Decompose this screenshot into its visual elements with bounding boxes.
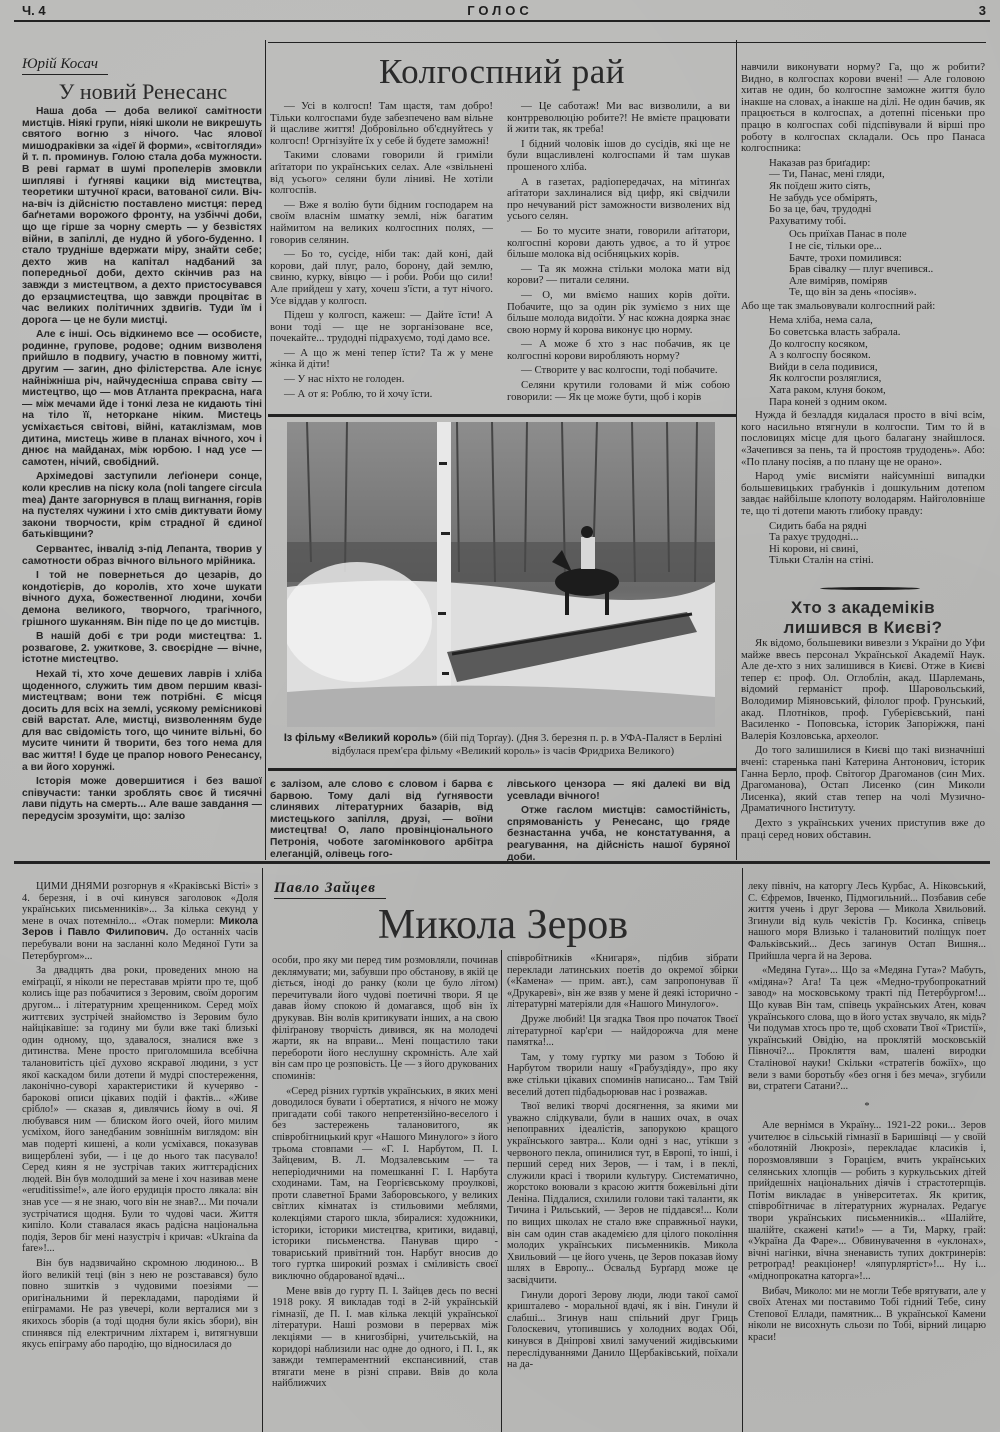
ornament-divider xyxy=(820,587,920,590)
paragraph: Архімедові заступили леґіонери сонце, коли креслив на піску кола (noli tangere circula mea) Данте загорнувся в плащ вигнання, горів на пустелях чужини і хто смів диктувати йому закони творчости, крім страдної й єдиної батьківщини? xyxy=(22,471,262,541)
column-divider xyxy=(262,868,263,1432)
article-title xyxy=(741,598,985,638)
article-column xyxy=(22,106,262,860)
paragraph-continued: Або ще так змальовували колгоспний рай: xyxy=(741,299,936,312)
column-divider xyxy=(736,40,737,860)
verse-line: Рахуватиму тобі. xyxy=(769,214,847,227)
paragraph: Сервантес, інвалід з-під Лепанта, творив у самотности образ вічного вільного мрійника. xyxy=(22,543,262,567)
paragraph: — Усі в колгосп! Там щастя, там добро! Тільки колгоспами буде забезпечено вам вільне й щасливе життя! Добровільно об'єднуйтесь у колгосп! Оргнізуйте їх у себе й будете заможні! xyxy=(270,101,493,147)
issue-number: Ч. 4 xyxy=(22,3,46,18)
paragraph: Він був надзвичайно скромною людиною... В його великій теці (він з нею не розставався) було повно зшитків з чудовими поезіями — оригінальними й перекладами, пародіями й епіграмами. Не раз увечері, коли верталися ми з якихось зборів (а тоді щодня були якісь збори), він спинявся під електричним ліхтарем і, витягнувши якусь епіграму або пародію, що відносилася до xyxy=(22,1258,258,1351)
verse-line: Не забудь усе обмірять, xyxy=(769,191,878,204)
verse-line: Бо за це, бач, трудодні xyxy=(769,203,872,216)
paragraph: — Це саботаж! Ми вас визволили, а ви контрреволюцію робите?! Не вмієте працювати й жити так, як треба! xyxy=(507,101,730,136)
paragraph: — Вже я волію бути бідним господарем на своїм власнім шматку землі, ніж багатим наймитом на великих колгоспних полях, — говорив селянин. xyxy=(270,198,493,246)
photo-bottom-rule xyxy=(268,768,736,771)
article-title: Микола Зеров xyxy=(377,902,629,948)
paragraph: — А от я: Роблю, то й хочу їсти. xyxy=(284,387,433,400)
caption-film-title: Із фільму «Великий король» xyxy=(283,732,438,744)
paragraph: «Серед різних гуртків українських, в яких мені доводилося бувати і обертатися, я нічого не можу пригадати собі такого непретензійно-веселого і без застережень талановитого, як співробітницький круг «Нашого Минулого» з його трьома стовпами — «Г. І. Нарбутом, П. І. Зайцевим, В. Л. Модзалевським — та неперіодичними на помешканні Г. І. Нарбута сходинами. Там, на Георгієвському проулкові, проти славетної Брами Заборовського, у великих світлих кімнатах із стильовими меблями, колекціями старого шкла, збиралися: художники, історики, історики мистецтва, критики, видавці, історики письменства. Панував щиро - товариський привітний тон. Нарбут вносив до того гуртка широкий розмах і сміливість своєї виключно обдарованої вдачі... xyxy=(272,1085,498,1283)
verse-stanza xyxy=(741,315,985,408)
article-author: Павло Зайцев xyxy=(274,880,386,899)
verse-line: А з колгоспу босяком. xyxy=(769,349,871,362)
verse-line: Але виміряв, поміряв xyxy=(789,274,888,287)
paragraph: Нехай ті, хто хоче дешевих лаврів і хліба щоденного, служить тим двом першим квазі-мистецтвам; вони теж потрібні. Є місця досить для всіх на землі, усякому ремісникові свій варстат. Але, мистці, визволенням буде для вас свідомість того, що чините вільні, бо мусите чинити й творити, без того нема для вас життя! І буде це прапор нового Ренесансу, а ви його хорунжі. xyxy=(22,668,262,773)
paragraph: Нужда й безладдя кидалася просто в вічі всім, кого насильно втягнули в колгоспи. Тим то й в пословицях місце для цього балагану знайшлося. «Зачепився за пень, та й простояв трудодень». Або: «По плану посіяв, а по плану ще не орано». xyxy=(741,409,985,468)
newspaper-name: ГОЛОС xyxy=(467,3,533,18)
paragraph-continued: співробітників «Книгаря», підбив зібрати переклади латинських поетів до окремої збірки («Камена» — прим. авт.), сам запропонував її «Друкареві», він же взяв у мене й деякі історично - літературні матеріяли для «Нашого Минулого». xyxy=(507,953,738,1011)
article-column xyxy=(741,638,985,858)
article-author: Юрій Косач xyxy=(22,56,108,75)
top-rule xyxy=(268,42,986,43)
verse-line: Бачте, трохи помилився: xyxy=(789,251,902,264)
paragraph: Дехто з українських учених приступив вже до праці серед нових обставин. xyxy=(741,816,985,841)
paragraph: — У нас ніхто не голоден. xyxy=(284,373,405,386)
section-separator: * xyxy=(864,1100,870,1112)
paragraph: Але вернімся в Україну... 1921-22 роки... Зеров учителює в сільській гімназії в Баришівці — у своїй «болотяній Люкрозі», перекладає класиків і, порозмовлявши з Горацієм, вчить українських селянських хлопців — робить з куркульських дітей прийдешніх національних діячів і страстотерпців. Потім викладає в університетах. Як критик, співробітничає в літературних журналах. Редагує твори українських письменників... «Шалійте, шалійте, скажені кати!» — а Ти, Марку, грай: «Україна Да Фаре»... Обвинувачення в «уклонах», вічні нагінки, вічна зненависть тупих доктринерів: ретроґрад! реакціонер! «ляпурляртіст»!... Ну і... «міднопрокатна каторга»!... xyxy=(748,1120,986,1282)
verse-line: Брав сівалку — плуг вчепився.. xyxy=(789,263,934,276)
paragraph: Там, у тому гуртку ми разом з Тобою й Нарбутом творили нашу «Грабуздіяду», про яку вже стільки цікавих споминів написано... Там Твій веселий дотеп підбадьорював нас і розважав. xyxy=(507,1051,738,1098)
verse-line: Хата раком, клуня боком, xyxy=(769,384,886,397)
paragraph: Але є інші. Ось відкинемо все — особисте, родинне, групове, родове; одним визволеня прийшло в подвигу, участю в повному житті, другим — загин, дно філістерства. Але існує найніжніша річ, найчудесніша справа світу — мистецтво, що — мов Атланта прекрасна, нага — між мечами йде і тонкі леза не кидають тіні на тіло її, неторкане ніким. Мистець усміхається світові, війні, катаклізмам, мов дитина, мистець живе в планах вічного, хоч і днює на майданах, між юрбою. І над усе — самотен, нічий, свобідний. xyxy=(22,329,262,468)
article-title: У новий Ренесанс xyxy=(58,79,228,104)
paragraph: І той не повернеться до цезарів, до кондотієрів, до королів, хто хоче шукати вічного духа, божественної людини, хочби демона великого, творчого, трагічного, грішного шуканням. Він піде по це до мистців. xyxy=(22,570,262,628)
verse-line: Бо советська власть забрала. xyxy=(769,326,901,339)
page-number: 3 xyxy=(978,3,986,18)
paragraph xyxy=(22,881,258,962)
article-column-continued xyxy=(507,779,730,861)
paragraph: «Медяна Гута»... Що за «Медяна Гута»? Мабуть, «мідяна»? Ага! Та цеж «Медно-трубопрокатний завод» на московському тракті під Петербургом!... Що кував Він там, співець українських Атен, ковач українського слова, що в його устах звучало, як мідь? Чи подумав хтось про те, щоб сховати Твої «Тристії», український Овідію, на проклятій московській Півночі?... Прокляття вам, шалені виродки Сталінової науки! Скільки «стратегів божіїх», що вели з вами боротьбу «без огня і без меча», згубили ви, стратеги Сатани?... xyxy=(748,965,986,1093)
paragraph-continued: є залізом, але слово є словом і барва є барвою. Тому далі від ґугнявости слинявих літературних базарів, від мистецького запілля, друзі, — воїни мистецтва! О, лапо провінціонального Петронія, чоботе загомінкового арбітра елеганцій, олівець гого- xyxy=(270,779,493,860)
paragraph: — О, ми вміємо наших корів доїти. Побачите, що за один рік зуміємо з них ще більше молода видоїти. У нас кожна доярка знає свою норму й корова виконує цю норму. xyxy=(507,288,730,336)
text-run: ЦИМИ ДНЯМИ xyxy=(36,881,110,892)
paragraph: До того залишилися в Києві що такі визначніші вчені: старенька пані Катерина Антонович, історик Ганна Берло, проф. Світогор Драгоманов (син Мих. Драгоманова), Остап Лисенко (син Миколи Лисенка), який став тепер на чолі Музично-Драматичного Інституту. xyxy=(741,744,985,815)
paragraph: І бідний чоловік ішов до сусідів, які ще не були вщасливлені колгоспами й там шукав прошеного хліба. xyxy=(507,137,730,173)
verse-line: Сидить баба на рядні xyxy=(769,519,867,532)
article-column xyxy=(272,955,498,1425)
paragraph: Підеш у колгосп, кажеш: — Дайте їсти! А вони тоді — ще не зорганізоване все, почекайте... трудодні підрахуємо, тоді дамо все. xyxy=(270,309,493,345)
column-divider xyxy=(742,868,743,1432)
paragraph: — Та як можна стільки молока мати від корови? — питали селяни. xyxy=(507,262,730,287)
paragraph: Такими словами говорили й гриміли аґітатори по українських селах. Але «звільнені від усього» селяни були ліниві. Не хотіли колгоспів. xyxy=(270,149,493,197)
paragraph: Історія може довершитися і без вашої співучасти: танки зроблять своє й тисячні лави підуть на смерть... Але ваше завдання — передусім зрозуміти, що: залізо xyxy=(22,776,262,823)
paragraph: Як відомо, большевики вивезли з України до Уфи майже ввесь персонал Української Академії Наук. Але де-хто з них залишився в Києві. Отже в Києві тепер є: проф. Ол. Оглоблін, акад. Шарлемань, відомий германіст проф. Шаровольський, Володимир Міяновський, філолог проф. Грунський, акад. Плотніков, проф. Губерієвський, пані Василенко - Поповська, історик Запоріжжя, пані Валерія Козловська, археолог. xyxy=(741,638,985,742)
paragraph: За двадцять два роки, проведених мною на еміґрації, я ніколи не переставав мріяти про те, щоб колись іще раз побачитися з Зеровим, своїм дорогим другом... і літературним хрещенником. Серед моїх життєвих зустрічей знайомство із Зеровим було найцікавіше: за годину ми були вже такі близькі один одному, що, здавалося, зналися вже з дитинства. Мене просто приголомшила всебічна талановитість цієї духово яскравої людини, з уст якої каскадом били дотепи й мудрі спостереження, лаконічно-суворі характеристики й кучеряво - барокові описи цікавих подій і фактів... «Живе срібло!» — сказав я, дивлячись йому в очі. Я любувався ним — блиском його очей, його милим усміхом, його занедбаним зовнішнім виглядом: він мав подерті кишені, а коли усміхався, показував вищерблені зуби, — і це до нього так пасувало! Серед киян я не зустрічав таких життєрадісних людей. Він був молодший за мене і хоч називав мене «eruditissime!», але його ерудиція просто лякала: він знав усе — я не знаю, чого він не знав?... Ми почали зустрічатися щодня. Були то чудові часи. Життя кипіло. Коли ставалася якась радісна національна подія, Зеров біг мені назустріч і кричав: «Ukraina da fare»!... xyxy=(22,965,258,1255)
verse-line: Нема хліба, нема сала, xyxy=(769,314,873,327)
verse-line: Тільки Сталін на стіні. xyxy=(769,554,874,567)
paragraph: — А що ж мені тепер їсти? Та ж у мене жінка й діти! xyxy=(270,346,493,371)
verse-line: Та рахує трудодні... xyxy=(769,531,859,544)
paragraph: — Бо то мусите знати, говорили аґітатори, колгоспні корови дають удвоє, а то й утроє більше молока від осібняцьких корів. xyxy=(507,224,730,261)
verse-line: І не сіє, тільки оре... xyxy=(789,239,882,252)
paragraph: — Створите у вас колгоспи, тоді побачите. xyxy=(521,364,718,377)
article-column-continued xyxy=(270,779,493,861)
paragraph: Твої великі творчі досягнення, за якими ми уважно слідкували, були в наших очах, в очах непоправних ідеалістів, запорукою кращого українського завтра... Коли одні з нас, утікши з червоного пекла, опинилися тут, в Европі, то інші, і перший серед них Зеров, — і там, і в пеклі, служили красі і творили культуру. Систематично, жорстоко воювали з красою життя божевільні діти Леніна. Піддалися, схилили голови такі таланти, як Тичина і Рильський, — Зеров не піддався!... Коли по вищих школах не стало вже справжньої науки, він сам один став академією для цілого покоління молодих українських письменників. Микола Хвильовий — це його учень, це Зеров показав йому шлях в Европу... Освальд Бурґард може це засвідчити. xyxy=(507,1101,738,1287)
paragraph-continued: особи, про яку ми перед тим розмовляли, починав деклямувати; ми, забувши про обстанову, в якій це діється, іноді до ранку (коли це було літом) перечитували його чудові поетичні твори. Я це давав йому спокою й домагався, щоб він їх друкував. Він волів критикувати інших, а на свою філіґранову творчість дивився, як на молодечі жарти, як на вправи... Мені пощастило таки перебороти його неслушну скромність. Але хай він сам про це розповість. Це — з його друкованих споминів: xyxy=(272,955,498,1082)
verse-stanza xyxy=(741,158,985,228)
article-column xyxy=(22,881,258,1421)
paragraph: Отже гаслом мистців: самостійність, спрямованість у Ренесанс, що гряде безнастанна учба, не констатування, а реагування, на дійсність нашої буряної доби. xyxy=(507,805,730,861)
paragraph: Народ уміє висміяти найсумніші випадки большевицьких грабунків і дошкульним дотепом завдає найбільше клопоту володарям. Найголовніше те, що ті дотепи мають глибоку правду: xyxy=(741,470,985,517)
film-still-photo xyxy=(287,422,715,727)
paragraph: — А може б хто з нас побачив, як це колгоспні корови виробляють норму? xyxy=(507,338,730,362)
paragraph: Вибач, Миколо: ми не могли Тебе врятувати, але у своїх Атенах ми поставимо Тобі гідний Тебе, сину Степової Еллади, памятник... В української Камени ніколи не висохнуть сльози по Тобі, вірний лицарю краси! xyxy=(748,1285,986,1343)
article-column xyxy=(748,881,986,1421)
section-rule xyxy=(14,861,990,864)
paragraph: Мене ввів до гурту П. І. Зайцев десь по весні 1918 року. Я викладав тоді в 2-ій українській гімназії, де П. І. мав кілька лекцій української літератури. Наші розмови в перервах між лекціями — в книгозбірні, учительській, на коридорі наблизили нас одне до одного, і П. І., як завжди темпераментний експансивний, став втягати мене в різні справи. Ввів до кола найближчих xyxy=(272,1285,498,1390)
verse-line: Вийди в села подивися, xyxy=(769,360,878,373)
paragraph: Селяни крутили головами й між собою говорили: — Як це може бути, щоб і корів xyxy=(507,379,730,403)
article-column xyxy=(270,101,493,411)
verse-stanza xyxy=(741,521,985,567)
verse-line: Як поїдеш жито сіять, xyxy=(769,179,871,192)
verse-line: Пара коней з одним оком. xyxy=(769,395,888,408)
article-title: Колгоспний рай xyxy=(379,52,625,91)
column-divider xyxy=(265,40,266,860)
column-divider xyxy=(501,950,502,1432)
paragraph: Гинули дорогі Зерову люди, люди такої самої кришталево - моральної вдачі, як і він. Гинули й слабші... Згинув наш спільний друг Гриць Голоскевич, утопившись у холодних водах Обі, кинувся в Дніпрові хвилі замучений жидівськими переслідуваннями Данило Щербаківський, поїхали на да- xyxy=(507,1289,738,1371)
text-run: розгорнув я «Краківські Вісті» з 4. березня, і в очі кинувся заголовок «Доля українських письменників»... За кілька секунд у мене в очах потемніло... «Отак померли: xyxy=(22,881,258,927)
article-column xyxy=(507,101,730,411)
paragraph-continued: навчили виконувати норму? Га, що ж робити? Видно, в колгоспах корови вчені! — Але головою хитав не один, бо колгоспне заможне життя було інакше на словах, а інакше на ділі. Не один бачив, як працюється в колгоспах, а дотепні пісеньки про працю в колгоспах собі підспівували й вірші про роботу в колгоспах складали. Ось про Панаса колгоспника: xyxy=(741,62,985,155)
paragraph: Друже любий! Ця згадка Твоя про початок Твоєї літературної кар'єри — найдорожча для мене памятка!... xyxy=(507,1013,738,1049)
paragraph: А в газетах, радіопередачах, на мітинґах аґітатори захлиналися від цифр, які свідчили про нечуваний ріст заможности визволених від усього селян. xyxy=(507,175,730,223)
verse-line: — Ти, Панас, мені гляди, xyxy=(769,168,885,181)
caption-text: (бій під Торґау). (Дня 3. березня п. р. в УФА-Паляст в Берліні відбулася прем'єра фільму «Великий король» із часів Фридриха Великого) xyxy=(331,732,723,757)
verse-line: Наказав раз бриґадир: xyxy=(769,156,871,169)
paragraph: — Бо то, сусіде, ніби так: дай коні, дай корови, дай плуг, рало, борону, дай землю, свиню, курку, вівцю — і роби. Роби що сили! Але прийдеш у хату, хочеш з'їсти, а тут нічого. Усе віддав у колгосп. xyxy=(270,248,493,307)
verse-stanza xyxy=(741,229,985,299)
paragraph: В нашій добі є три роди мистецтва: 1. розвагове, 2. ужиткове, 3. своєрідне — вічне, істотне мистецтво. xyxy=(22,631,262,666)
paragraph: Наша доба — доба великої самітности мистців. Ніякі групи, ніякі школи не викрешуть святого вогню з нічого. Час ялової мишодраківки за «ідеї й форми», «світогляди» й т. п. проминув. Голою стала доба мужности. В реві гармат в шумі пропелерів змовкли шипляві і ґугняві кацики від мистецтва, теоретики штучної краси, ватованої сили. Віч-на-віч із дійсністю поставлено мистця: перед баґнетами ворожого фронту, на узбіччі доби, що ще гірше за чорну смерть — у безвістях війни, в запіллі, де нудно й убого-буденно. І стало трудніше вдержати міру, знайти себе; дехто жив на капітал надбаний за попередньої доби, дехто скінчив раз на завжди з мистецтвом, а дехто пристосувався до ерзацмистецтва, що завжди процвітає в час великих політичних здвигів. Туди їм і дорога — це не були мистці. xyxy=(22,106,262,326)
verse-line: Те, що він за день «посіяв». xyxy=(789,286,917,299)
article-column xyxy=(741,62,985,584)
paragraph-continued: лівського цензора — які далекі ви від усевлади вічного! xyxy=(507,779,730,802)
paragraph-continued: леку північ, на каторгу Лесь Курбас, А. Ніковський, С. Єфремов, Івченко, Підмогильний... Позбавив себе життя учень і друг Зерова — Микола Хвильовий. Згинули від куль чекістів Гр. Косинка, співець нашого моря Влизько і талановитий поліщук поет Фальківський... Десь загинув Остап Вишня... Прийшла черга й на Зерова. xyxy=(748,881,986,962)
article-column xyxy=(507,953,738,1423)
text-run: До останніх часів перебували вони на засланні коло Медяної Гути за Петербургом»... xyxy=(22,927,258,962)
photo-caption xyxy=(272,732,734,757)
verse-line: Ось приїхав Панас в поле xyxy=(789,228,907,241)
verse-line: Як колгоспи розляглися, xyxy=(769,372,882,385)
bold-phrase: Микола Зеров і Павло Филипович. xyxy=(22,915,258,939)
title-line: Хто з академіків xyxy=(790,598,936,617)
masthead-rule xyxy=(14,20,990,22)
verse-line: До колгоспу косяком, xyxy=(769,337,868,350)
photo-top-rule xyxy=(268,414,736,417)
title-line: лишився в Києві? xyxy=(783,618,943,637)
verse-line: Ні корови, ні свині, xyxy=(769,542,859,555)
